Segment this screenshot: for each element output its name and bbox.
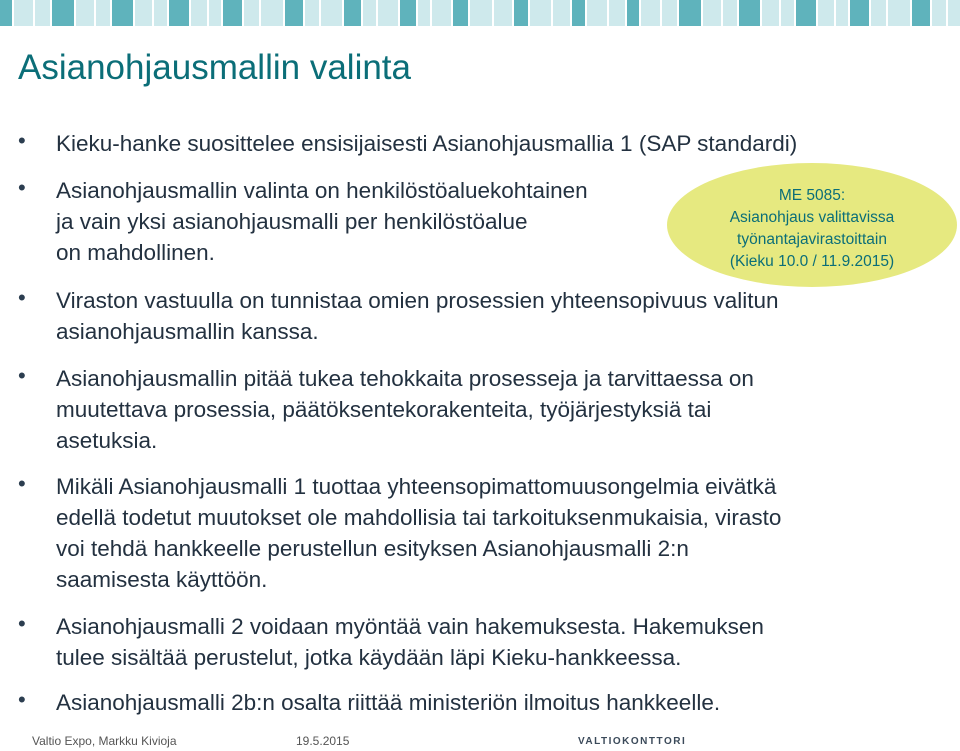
note-line: työnantajavirastoittain (737, 231, 887, 248)
bullet-text (56, 285, 779, 347)
note-line: ME 5085: (778, 187, 846, 204)
header-pattern-graphic (0, 0, 960, 28)
pattern-block (888, 0, 910, 26)
bullet-line: Viraston vastuulla on tunnistaa omien prosessien yhteensopivuus valitun (56, 288, 779, 313)
bullet-text (56, 363, 754, 456)
pattern-block (52, 0, 74, 26)
bullet-line: tulee sisältää perustelut, jotka käydään läpi Kieku-hankkeessa. (56, 645, 682, 670)
pattern-block (76, 0, 94, 26)
bullet-line: Asianohjausmallin valinta on henkilöstöaluekohtainen (56, 178, 588, 203)
pattern-block (470, 0, 492, 26)
bullet-icon: • (18, 687, 26, 712)
bullet-icon: • (18, 285, 26, 310)
pattern-block (378, 0, 398, 26)
bullet-text (56, 611, 764, 673)
bullet-line: edellä todetut muutokset ole mahdollisia tai tarkoituksenmukaisia, virasto (56, 505, 782, 530)
pattern-block (796, 0, 816, 26)
bullet-line: voi tehdä hankkeelle perustellun esityksen Asianohjausmalli 2:n (56, 536, 689, 561)
pattern-block (432, 0, 451, 26)
pattern-block (96, 0, 110, 26)
bullet-text (56, 175, 588, 268)
pattern-block (400, 0, 416, 26)
pattern-block (453, 0, 468, 26)
pattern-block (609, 0, 625, 26)
pattern-block (261, 0, 283, 26)
pattern-block (363, 0, 376, 26)
bullet-text (56, 128, 797, 159)
pattern-block (0, 0, 12, 26)
pattern-block (191, 0, 207, 26)
footer-date: 19.5.2015 (296, 734, 350, 748)
pattern-block (418, 0, 430, 26)
pattern-block (871, 0, 886, 26)
pattern-block (169, 0, 189, 26)
pattern-block (494, 0, 512, 26)
pattern-block (627, 0, 639, 26)
pattern-block (703, 0, 721, 26)
pattern-block (762, 0, 779, 26)
bullet-text (56, 687, 720, 718)
pattern-block (514, 0, 528, 26)
pattern-block (285, 0, 303, 26)
pattern-block (679, 0, 701, 26)
bullet-line: ja vain yksi asianohjausmalli per henkilöstöalue (56, 209, 528, 234)
bullet-line: Asianohjausmalli 2 voidaan myöntää vain hakemuksesta. Hakemuksen (56, 614, 764, 639)
pattern-block (209, 0, 221, 26)
pattern-block (572, 0, 585, 26)
pattern-block (836, 0, 848, 26)
pattern-block (781, 0, 794, 26)
pattern-block (912, 0, 930, 26)
pattern-block (530, 0, 551, 26)
bullet-line: Mikäli Asianohjausmalli 1 tuottaa yhteensopimattomuusongelmia eivätkä (56, 474, 777, 499)
pattern-block (344, 0, 361, 26)
pattern-block (154, 0, 167, 26)
bullet-icon: • (18, 175, 26, 200)
bullet-line: on mahdollinen. (56, 240, 215, 265)
bullet-line: muutettava prosessia, päätöksentekorakenteita, työjärjestyksiä tai (56, 397, 712, 422)
pattern-block (723, 0, 737, 26)
page-title: Asianohjausmallin valinta (18, 48, 411, 87)
pattern-block (223, 0, 242, 26)
pattern-block (850, 0, 869, 26)
bullet-line: Kieku-hanke suosittelee ensisijaisesti Asianohjausmallia 1 (SAP standardi) (56, 131, 798, 156)
pattern-block (932, 0, 946, 26)
pattern-block (948, 0, 960, 26)
bullet-line: asianohjausmallin kanssa. (56, 319, 319, 344)
pattern-block (244, 0, 259, 26)
pattern-block (587, 0, 607, 26)
note-line: Asianohjaus valittavissa (729, 209, 895, 226)
pattern-block (553, 0, 570, 26)
bullet-line: asetuksia. (56, 428, 158, 453)
pattern-block (112, 0, 133, 26)
bullet-text (56, 471, 781, 595)
pattern-block (739, 0, 760, 26)
bullet-line: saamisesta käyttöön. (56, 567, 268, 592)
pattern-block (14, 0, 33, 26)
note-line: (Kieku 10.0 / 11.9.2015) (729, 253, 895, 270)
bullet-icon: • (18, 611, 26, 636)
pattern-block (662, 0, 677, 26)
bullet-line: Asianohjausmalli 2b:n osalta riittää ministeriön ilmoitus hankkeelle. (56, 690, 721, 715)
bullet-icon: • (18, 128, 26, 153)
pattern-block (135, 0, 152, 26)
bullet-line: Asianohjausmallin pitää tukea tehokkaita prosesseja ja tarvittaessa on (56, 366, 754, 391)
header-pattern (0, 0, 960, 28)
pattern-block (641, 0, 660, 26)
footer-author: Valtio Expo, Markku Kivioja (32, 734, 177, 748)
note-text (667, 185, 957, 273)
pattern-block (321, 0, 342, 26)
pattern-block (35, 0, 50, 26)
bullet-icon: • (18, 471, 26, 496)
pattern-block (818, 0, 834, 26)
bullet-icon: • (18, 363, 26, 388)
valtiokonttori-logo: VALTIOKONTTORI (578, 736, 687, 747)
pattern-block (305, 0, 319, 26)
